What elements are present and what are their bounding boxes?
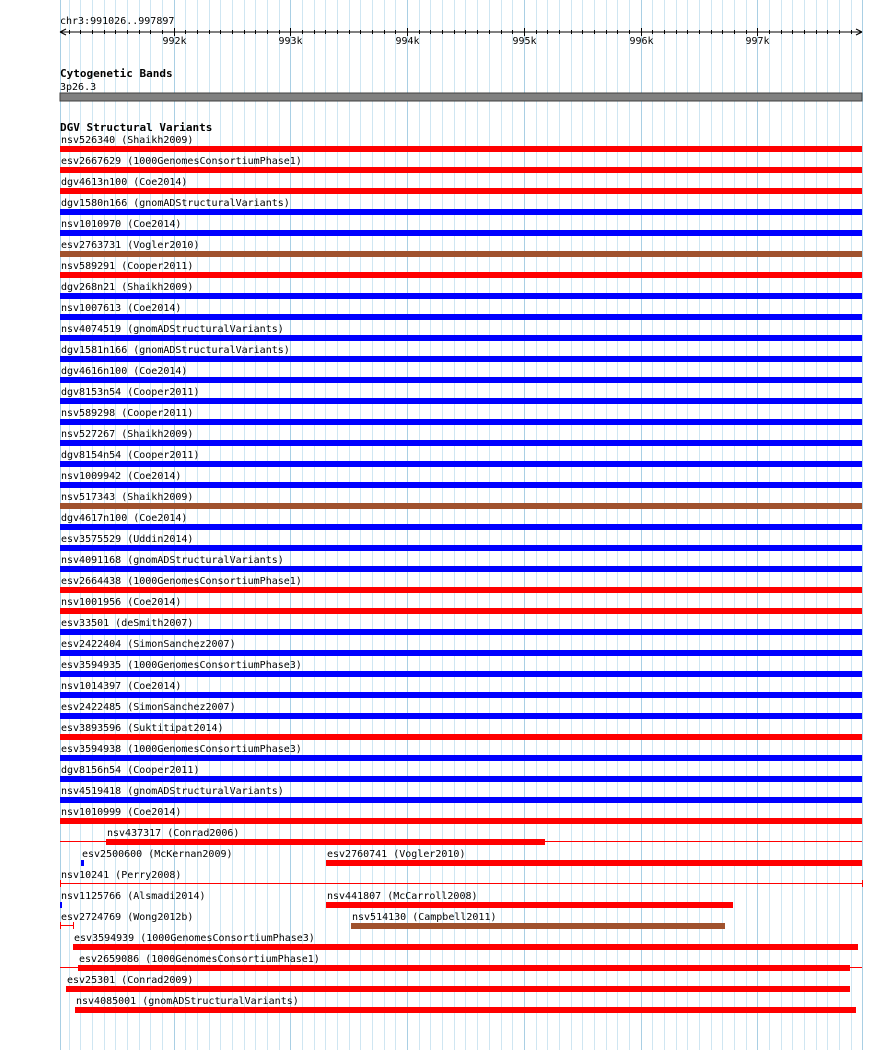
variant-label: dgv8154n54 (Cooper2011) bbox=[61, 450, 200, 461]
variant-bar bbox=[73, 944, 858, 950]
variant-bar bbox=[106, 839, 545, 845]
variant-bar bbox=[60, 419, 862, 425]
ruler-tick-label: 997k bbox=[745, 36, 770, 47]
variant-label: nsv1010970 (Coe2014) bbox=[61, 219, 182, 230]
variant-label: esv3594939 (1000GenomesConsortiumPhase3) bbox=[74, 933, 315, 944]
variant-label: nsv589298 (Cooper2011) bbox=[61, 408, 194, 419]
variant-label: esv2422485 (SimonSanchez2007) bbox=[61, 702, 236, 713]
variant-label: esv2422404 (SimonSanchez2007) bbox=[61, 639, 236, 650]
variant-bar bbox=[60, 272, 862, 278]
variant-bar bbox=[60, 692, 862, 698]
variant-label: nsv437317 (Conrad2006) bbox=[107, 828, 240, 839]
variant-bar bbox=[60, 797, 862, 803]
variant-label: nsv1014397 (Coe2014) bbox=[61, 681, 182, 692]
variant-label: esv3893596 (Suktitipat2014) bbox=[61, 723, 224, 734]
variant-label: nsv517343 (Shaikh2009) bbox=[61, 492, 194, 503]
variant-bar bbox=[60, 209, 862, 215]
variant-label: dgv4613n100 (Coe2014) bbox=[61, 177, 188, 188]
variant-label: dgv268n21 (Shaikh2009) bbox=[61, 282, 194, 293]
variant-bar bbox=[60, 356, 862, 362]
variant-bar bbox=[60, 818, 862, 824]
variant-bar bbox=[60, 503, 862, 509]
variant-bar bbox=[60, 776, 862, 782]
variant-bar bbox=[81, 860, 84, 866]
variant-bar bbox=[326, 902, 733, 908]
variant-bar bbox=[60, 335, 862, 341]
variant-bar bbox=[326, 860, 862, 866]
variant-label: nsv1009942 (Coe2014) bbox=[61, 471, 182, 482]
variant-label: dgv1580n166 (gnomADStructuralVariants) bbox=[61, 198, 290, 209]
variant-bar bbox=[60, 440, 862, 446]
variant-bar bbox=[60, 587, 862, 593]
variant-bar bbox=[60, 398, 862, 404]
variant-bar bbox=[60, 293, 862, 299]
dgv-track-title: DGV Structural Variants bbox=[60, 121, 213, 134]
variant-bar bbox=[60, 461, 862, 467]
location-label: chr3:991026..997897 bbox=[60, 16, 175, 27]
variant-label: nsv4519418 (gnomADStructuralVariants) bbox=[61, 786, 284, 797]
variant-label: dgv8156n54 (Cooper2011) bbox=[61, 765, 200, 776]
variant-bar bbox=[60, 482, 862, 488]
variant-label: esv3594938 (1000GenomesConsortiumPhase3) bbox=[61, 744, 302, 755]
variant-bar bbox=[60, 524, 862, 530]
variant-bar bbox=[60, 188, 862, 194]
variant-label: esv2659086 (1000GenomesConsortiumPhase1) bbox=[79, 954, 320, 965]
variant-bar bbox=[66, 986, 850, 992]
variant-bar bbox=[60, 608, 862, 614]
variant-label: esv2760741 (Vogler2010) bbox=[327, 849, 466, 860]
variant-label: nsv514130 (Campbell2011) bbox=[352, 912, 497, 923]
variant-label: nsv1125766 (Alsmadi2014) bbox=[61, 891, 206, 902]
variant-label: nsv526340 (Shaikh2009) bbox=[61, 135, 194, 146]
variant-bar bbox=[60, 629, 862, 635]
variant-label: nsv1007613 (Coe2014) bbox=[61, 303, 182, 314]
variant-bar bbox=[351, 923, 725, 929]
cytoband-track-title: Cytogenetic Bands bbox=[60, 67, 173, 80]
variant-bar bbox=[60, 902, 62, 908]
variant-label: esv25301 (Conrad2009) bbox=[67, 975, 194, 986]
variant-label: esv2500600 (McKernan2009) bbox=[82, 849, 233, 860]
variant-bar bbox=[60, 650, 862, 656]
variant-label: nsv1001956 (Coe2014) bbox=[61, 597, 182, 608]
variant-label: nsv4085001 (gnomADStructuralVariants) bbox=[76, 996, 299, 1007]
variant-label: nsv4091168 (gnomADStructuralVariants) bbox=[61, 555, 284, 566]
variant-label: esv3575529 (Uddin2014) bbox=[61, 534, 194, 545]
ruler-tick-label: 994k bbox=[395, 36, 420, 47]
variant-bar bbox=[60, 167, 862, 173]
variant-bar bbox=[60, 251, 862, 257]
variant-label: esv2763731 (Vogler2010) bbox=[61, 240, 200, 251]
variant-label: esv2664438 (1000GenomesConsortiumPhase1) bbox=[61, 576, 302, 587]
variant-label: dgv4617n100 (Coe2014) bbox=[61, 513, 188, 524]
variant-label: nsv10241 (Perry2008) bbox=[61, 870, 182, 881]
cytoband-bar[interactable] bbox=[60, 93, 862, 101]
variant-bar bbox=[60, 713, 862, 719]
variant-bar bbox=[60, 734, 862, 740]
variant-label: nsv4074519 (gnomADStructuralVariants) bbox=[61, 324, 284, 335]
cytoband-label: 3p26.3 bbox=[60, 82, 97, 93]
variant-label: nsv589291 (Cooper2011) bbox=[61, 261, 194, 272]
variant-bar bbox=[60, 230, 862, 236]
variant-label: esv33501 (deSmith2007) bbox=[61, 618, 194, 629]
variant-label: nsv441807 (McCarroll2008) bbox=[327, 891, 478, 902]
variant-bar bbox=[75, 1007, 856, 1013]
ruler-tick-label: 993k bbox=[278, 36, 303, 47]
variant-label: esv2667629 (1000GenomesConsortiumPhase1) bbox=[61, 156, 302, 167]
variant-bar bbox=[60, 671, 862, 677]
variant-label: dgv8153n54 (Cooper2011) bbox=[61, 387, 200, 398]
variant-bar bbox=[60, 545, 862, 551]
variant-label: esv3594935 (1000GenomesConsortiumPhase3) bbox=[61, 660, 302, 671]
ruler-tick-label: 996k bbox=[629, 36, 654, 47]
ruler-tick-label: 992k bbox=[162, 36, 187, 47]
variant-label: nsv1010999 (Coe2014) bbox=[61, 807, 182, 818]
variant-label: dgv4616n100 (Coe2014) bbox=[61, 366, 188, 377]
variant-bar bbox=[60, 146, 862, 152]
variant-label: esv2724769 (Wong2012b) bbox=[61, 912, 194, 923]
variant-bar bbox=[60, 755, 862, 761]
variant-label: nsv527267 (Shaikh2009) bbox=[61, 429, 194, 440]
variant-label: dgv1581n166 (gnomADStructuralVariants) bbox=[61, 345, 290, 356]
variant-bar bbox=[60, 566, 862, 572]
variant-bar bbox=[60, 314, 862, 320]
variant-bar bbox=[78, 965, 850, 971]
variant-bar bbox=[60, 377, 862, 383]
ruler-tick-label: 995k bbox=[512, 36, 537, 47]
